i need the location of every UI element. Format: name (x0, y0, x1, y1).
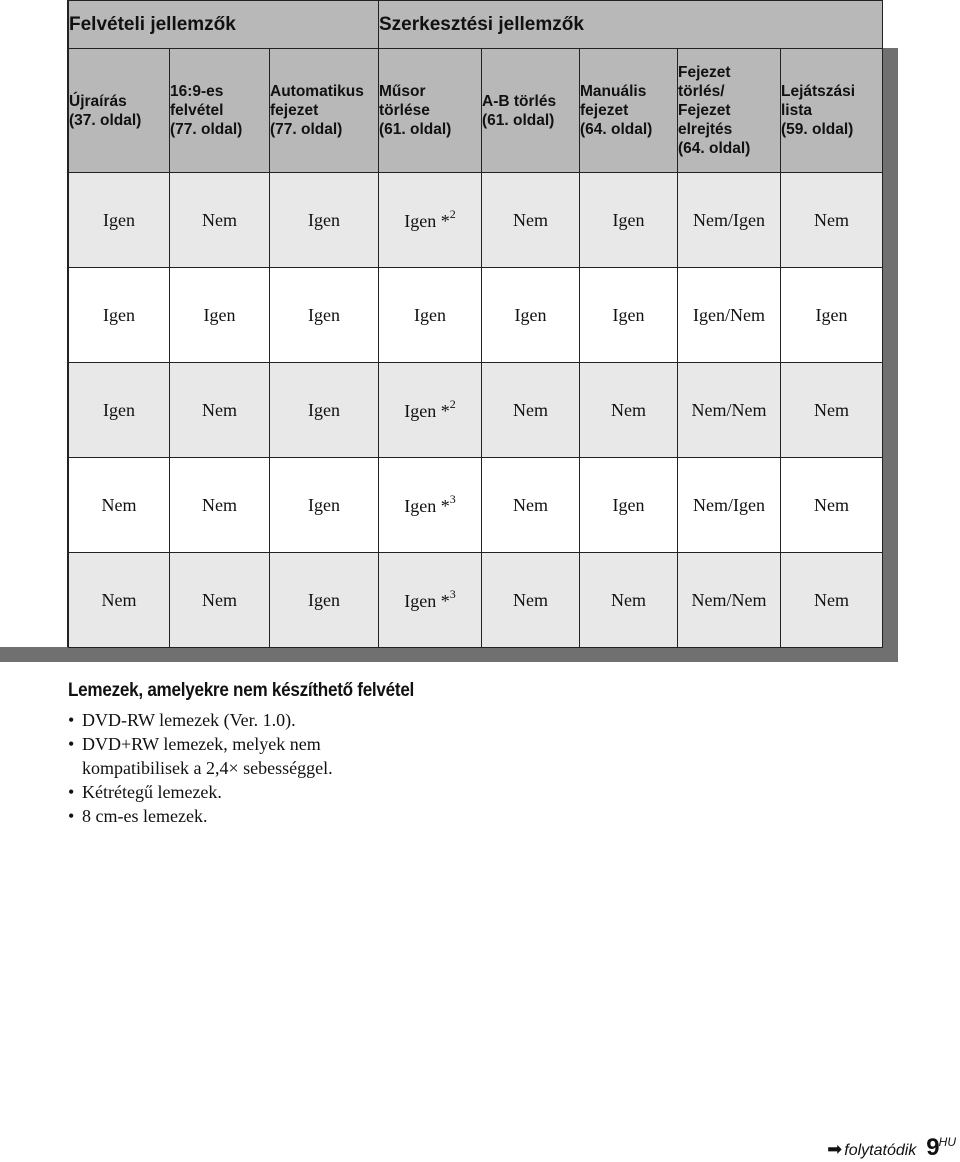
table-row (69, 458, 883, 553)
arrow-right-icon: ➡ (827, 1139, 843, 1159)
table-cell: Igen (270, 173, 379, 268)
page-footer (827, 1134, 956, 1162)
column-header: Lejátszási lista (59. oldal) (781, 49, 883, 173)
table-cell: Igen *$^3$ (379, 553, 482, 648)
bullet-icon: • (68, 782, 75, 802)
table-row (69, 173, 883, 268)
group-header-recording: Felvételi jellemzők (69, 1, 379, 49)
table-row (69, 363, 883, 458)
footnote-ref: 3 (449, 586, 456, 601)
table-cell: Nem (170, 363, 270, 458)
list-item: • Kétrétegű lemezek. (68, 782, 222, 802)
list-item: • DVD+RW lemezek, melyek nem kompatibilisek a 2,4× sebességgel. (68, 734, 333, 778)
table-cell: Nem (69, 553, 170, 648)
table-cell: Igen (379, 268, 482, 363)
table-cell: Igen (482, 268, 580, 363)
table-cell: Nem (482, 553, 580, 648)
table-body (69, 173, 883, 648)
table-shadow-right (881, 48, 898, 662)
column-header: 16:9-es felvétel (77. oldal) (170, 49, 270, 173)
table-cell: Igen *$^2$ (379, 363, 482, 458)
column-header: Műsor törlése (61. oldal) (379, 49, 482, 173)
table-cell: Nem (170, 553, 270, 648)
section-heading: Lemezek, amelyekre nem készíthető felvétel (68, 680, 415, 701)
list-item: • 8 cm-es lemezek. (68, 806, 208, 826)
table-cell: Igen (270, 268, 379, 363)
disc-list (68, 708, 568, 828)
table-cell: Nem (482, 363, 580, 458)
table-cell: Igen (270, 553, 379, 648)
column-header: Fejezet törlés/ Fejezet elrejtés (64. oldal) (678, 49, 781, 173)
table-cell: Nem/Nem (678, 363, 781, 458)
table-cell: Igen (580, 268, 678, 363)
column-header: Automatikus fejezet (77. oldal) (270, 49, 379, 173)
table-cell: Igen (270, 363, 379, 458)
table-cell: Nem (580, 363, 678, 458)
table-cell: Nem (781, 173, 883, 268)
footnote-ref: 2 (449, 206, 456, 221)
bullet-icon: • (68, 710, 75, 730)
table-cell: Nem (781, 458, 883, 553)
table-left-column-blank (0, 0, 68, 647)
table-cell: Igen (69, 363, 170, 458)
footnote-ref: 2 (449, 396, 456, 411)
language-code: HU (938, 1135, 956, 1149)
non-recordable-discs-section (68, 680, 568, 828)
table-cell: Igen *$^2$ (379, 173, 482, 268)
bullet-icon: • (68, 734, 75, 754)
group-header-row (69, 1, 883, 49)
table-cell: Nem/Nem (678, 553, 781, 648)
table-cell: Nem/Igen (678, 458, 781, 553)
list-item: • DVD-RW lemezek (Ver. 1.0). (68, 710, 296, 730)
table-cell: Nem (170, 458, 270, 553)
column-header: A-B törlés (61. oldal) (482, 49, 580, 173)
table-cell: Nem (781, 553, 883, 648)
table-cell: Nem (69, 458, 170, 553)
table-cell: Igen (69, 268, 170, 363)
table-cell: Igen (69, 173, 170, 268)
table-cell: Igen (580, 458, 678, 553)
table-cell: Igen/Nem (678, 268, 781, 363)
table-cell: Nem (580, 553, 678, 648)
group-header-editing: Szerkesztési jellemzők (379, 1, 883, 49)
table-cell: Nem (482, 458, 580, 553)
table-cell: Nem (170, 173, 270, 268)
table-cell: Nem/Igen (678, 173, 781, 268)
table-cell: Nem (482, 173, 580, 268)
bullet-icon: • (68, 806, 75, 826)
continued-label: folytatódik (844, 1142, 917, 1159)
table-row (69, 268, 883, 363)
page-number: 9 (926, 1134, 939, 1161)
table-row (69, 553, 883, 648)
footnote-ref: 3 (449, 491, 456, 506)
column-header: Újraírás (37. oldal) (69, 49, 170, 173)
column-header: Manuális fejezet (64. oldal) (580, 49, 678, 173)
table-cell: Igen (781, 268, 883, 363)
column-header-row (69, 49, 883, 173)
table-cell: Igen *$^3$ (379, 458, 482, 553)
table-cell: Nem (781, 363, 883, 458)
table-cell: Igen (170, 268, 270, 363)
feature-table (68, 0, 883, 648)
table-cell: Igen (270, 458, 379, 553)
table-shadow-bottom (0, 647, 898, 662)
table-cell: Igen (580, 173, 678, 268)
